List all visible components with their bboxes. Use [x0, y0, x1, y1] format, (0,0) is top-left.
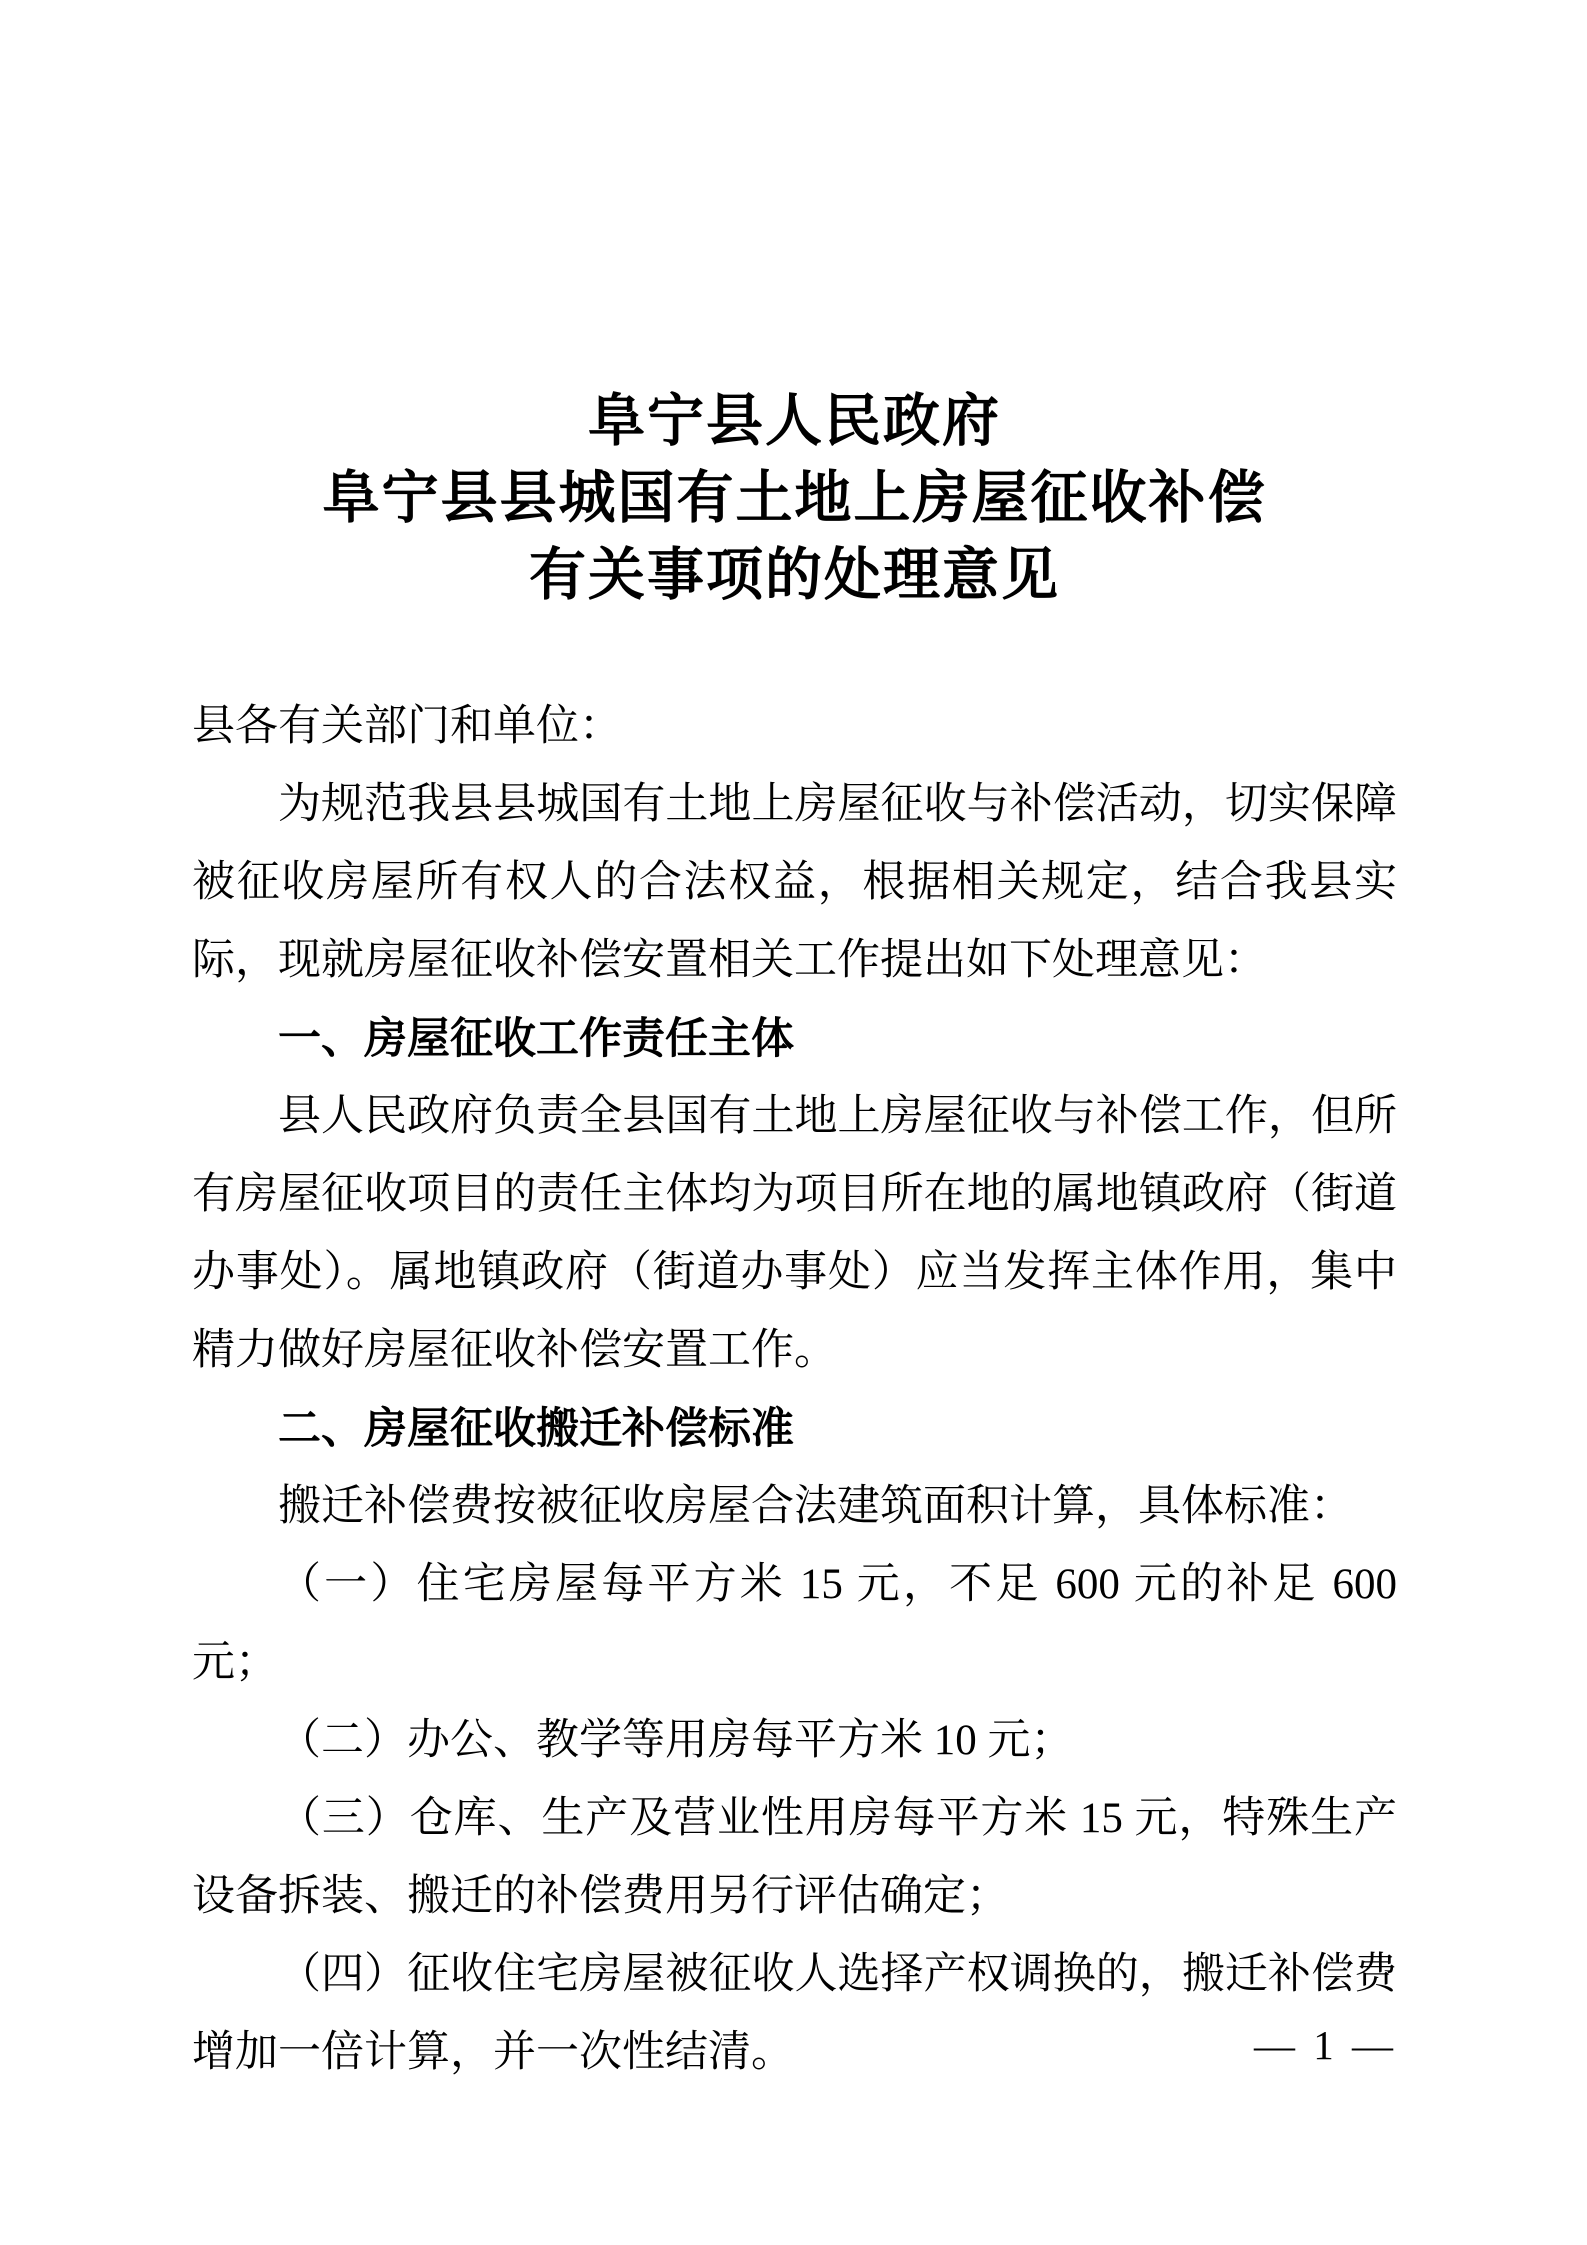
document-title [192, 383, 1397, 614]
paragraph-item-1: （一）住宅房屋每平方米 15 元，不足 600 元的补足 600 元； [192, 1561, 1397, 1686]
paragraph-section-1: 县人民政府负责全县国有土地上房屋征收与补偿工作，但所有房屋征收项目的责任主体均为项目所在地的属地镇政府（街道办事处）。属地镇政府（街道办事处）应当发挥主体作用，集中精力做好房屋征收补偿安置工作。 [192, 1093, 1397, 1374]
paragraph-intro: 为规范我县县城国有土地上房屋征收与补偿活动，切实保障被征收房屋所有权人的合法权益，根据相关规定，结合我县实际，现就房屋征收补偿安置相关工作提出如下处理意见： [192, 781, 1397, 984]
paragraph-section-2-intro: 搬迁补偿费按被征收房屋合法建筑面积计算，具体标准： [278, 1483, 1353, 1530]
salutation: 县各有关部门和单位： [192, 703, 622, 750]
section-heading-1: 一、房屋征收工作责任主体 [278, 1015, 794, 1063]
section-heading-2: 二、房屋征收搬迁补偿标准 [278, 1405, 794, 1453]
document-title-line-1: 阜宁县人民政府 [588, 390, 1001, 453]
document-title-line-2: 阜宁县县城国有土地上房屋征收补偿 [322, 467, 1267, 530]
page-number: — 1 — [1254, 2022, 1397, 2068]
paragraph-item-3: （三）仓库、生产及营业性用房每平方米 15 元，特殊生产设备拆装、搬迁的补偿费用另行评估确定； [192, 1795, 1397, 1920]
paragraph-item-4: （四）征收住宅房屋被征收人选择产权调换的，搬迁补偿费增加一倍计算，并一次性结清。 [192, 1951, 1397, 2076]
document-title-line-3: 有关事项的处理意见 [529, 544, 1060, 607]
document-body [192, 688, 1397, 2092]
paragraph-item-2: （二）办公、教学等用房每平方米 10 元； [278, 1717, 1074, 1764]
